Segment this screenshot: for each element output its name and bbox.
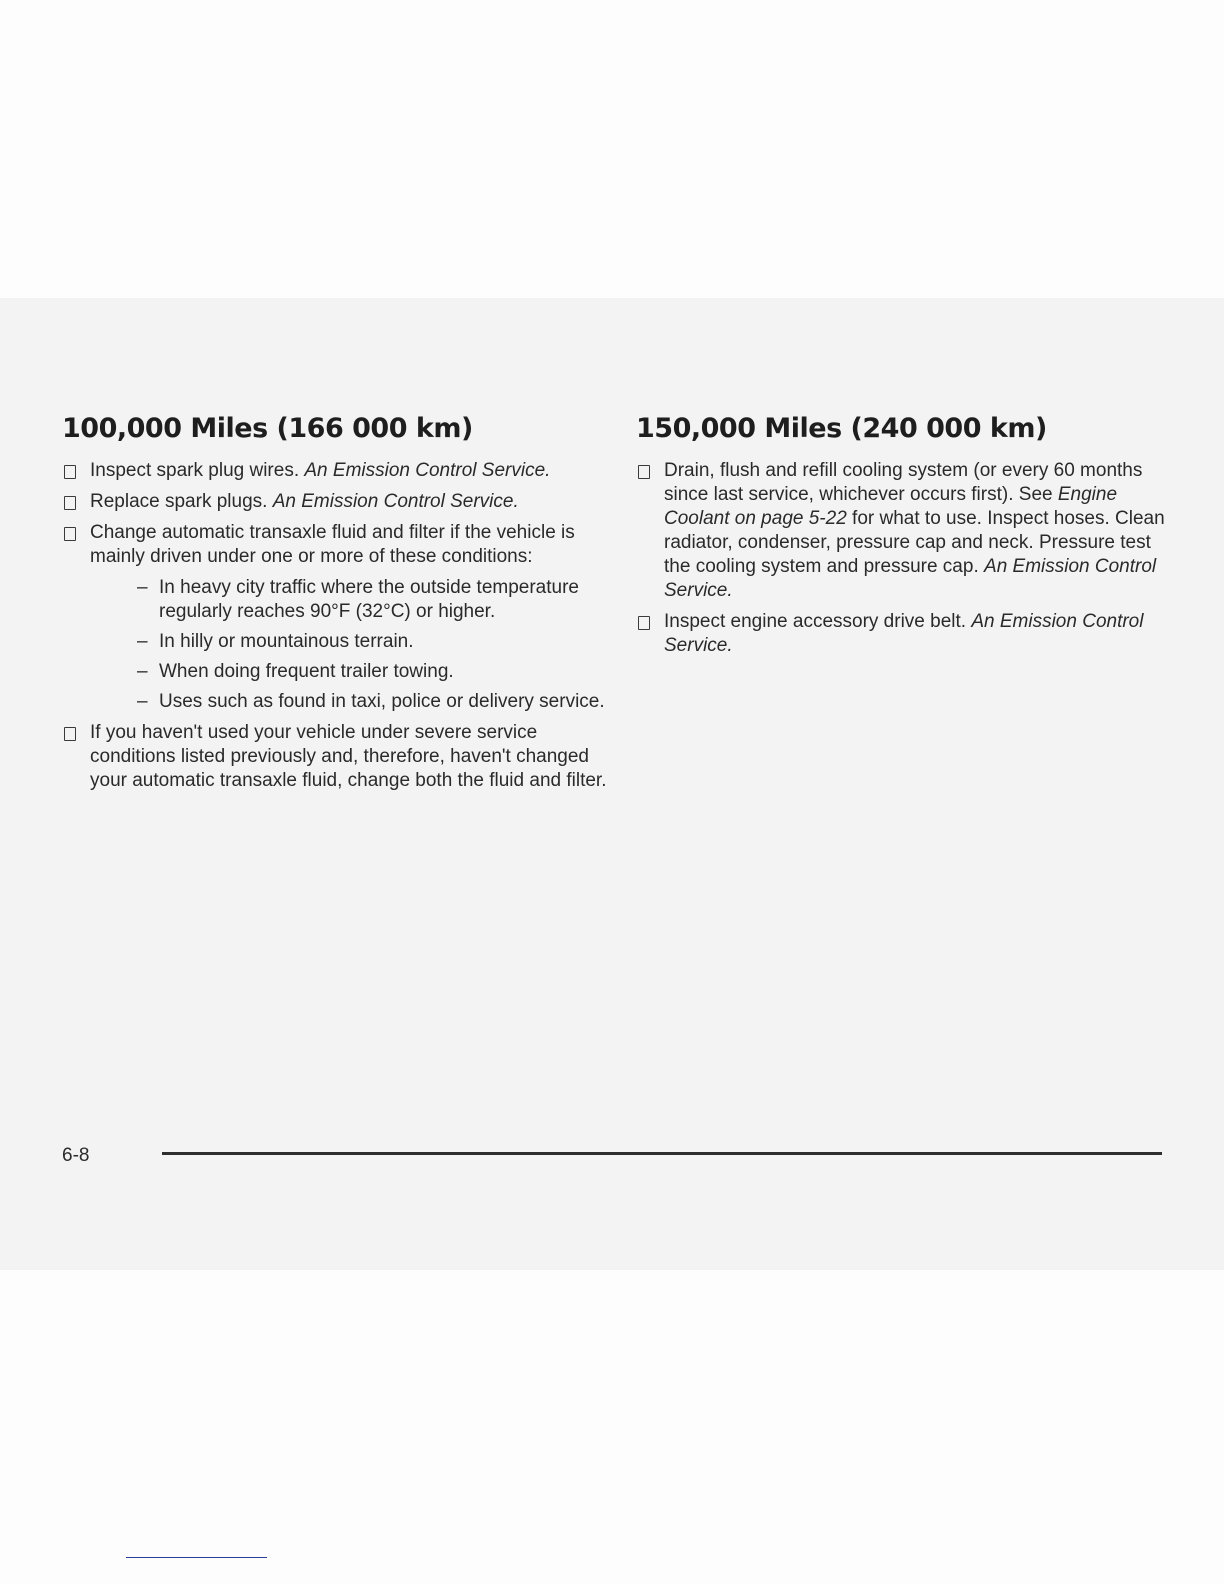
list-item bbox=[62, 521, 607, 714]
section-100000-miles bbox=[62, 412, 607, 800]
checkbox-icon bbox=[638, 465, 650, 479]
sublist-item bbox=[90, 690, 607, 714]
dash-icon: – bbox=[137, 661, 148, 682]
checkbox-icon bbox=[638, 616, 650, 630]
checklist bbox=[62, 459, 607, 793]
list-item bbox=[636, 610, 1166, 658]
item-text: Drain, flush and refill cooling system (or every 60 months since last service, whichever occurs first). See bbox=[664, 460, 1143, 505]
page-number: 6-8 bbox=[62, 1145, 90, 1166]
section-heading: 100,000 Miles (166 000 km) bbox=[62, 413, 473, 444]
sublist-text: Uses such as found in taxi, police or delivery service. bbox=[159, 691, 605, 712]
item-emphasis: An Emission Control Service. bbox=[304, 460, 551, 481]
dash-icon: – bbox=[137, 691, 148, 712]
checkbox-icon bbox=[64, 496, 76, 510]
checkbox-icon bbox=[64, 527, 76, 541]
section-150000-miles bbox=[636, 412, 1166, 665]
bottom-link-rule bbox=[126, 1557, 267, 1558]
item-emphasis: An Emission Control Service. bbox=[664, 611, 1144, 656]
dash-icon: – bbox=[137, 631, 148, 652]
list-item bbox=[636, 459, 1166, 603]
sublist-item bbox=[90, 576, 607, 624]
sublist-text: In hilly or mountainous terrain. bbox=[159, 631, 414, 652]
section-heading: 150,000 Miles (240 000 km) bbox=[636, 413, 1047, 444]
item-text: Replace spark plugs. bbox=[90, 491, 273, 512]
item-text: If you haven't used your vehicle under severe service conditions listed previously and, therefore, haven't changed your automatic transaxle fluid, change both the fluid and filter. bbox=[90, 722, 607, 791]
sublist-item bbox=[90, 630, 607, 654]
checklist bbox=[636, 459, 1166, 658]
dash-icon: – bbox=[137, 577, 148, 598]
checkbox-icon bbox=[64, 727, 76, 741]
item-emphasis: An Emission Control Service. bbox=[664, 556, 1157, 601]
list-item bbox=[62, 721, 607, 793]
list-item bbox=[62, 490, 607, 514]
cross-reference-link[interactable]: Engine Coolant on page 5-22 bbox=[664, 484, 1118, 529]
item-text: Inspect engine accessory drive belt. bbox=[664, 611, 972, 632]
condition-sublist bbox=[90, 576, 607, 714]
checkbox-icon bbox=[64, 465, 76, 479]
sublist-text: When doing frequent trailer towing. bbox=[159, 661, 454, 682]
footer-rule bbox=[162, 1152, 1162, 1155]
item-text: Change automatic transaxle fluid and filter if the vehicle is mainly driven under one or more of these conditions: bbox=[90, 522, 575, 567]
list-item bbox=[62, 459, 607, 483]
sublist-item bbox=[90, 660, 607, 684]
item-text: Inspect spark plug wires. bbox=[90, 460, 305, 481]
item-text: for what to use. Inspect hoses. Clean radiator, condenser, pressure cap and neck. Pressure test the cooling system and pressure cap. bbox=[664, 508, 1165, 577]
item-emphasis: An Emission Control Service. bbox=[272, 491, 519, 512]
sublist-text: In heavy city traffic where the outside temperature regularly reaches 90°F (32°C) or higher. bbox=[159, 577, 579, 622]
